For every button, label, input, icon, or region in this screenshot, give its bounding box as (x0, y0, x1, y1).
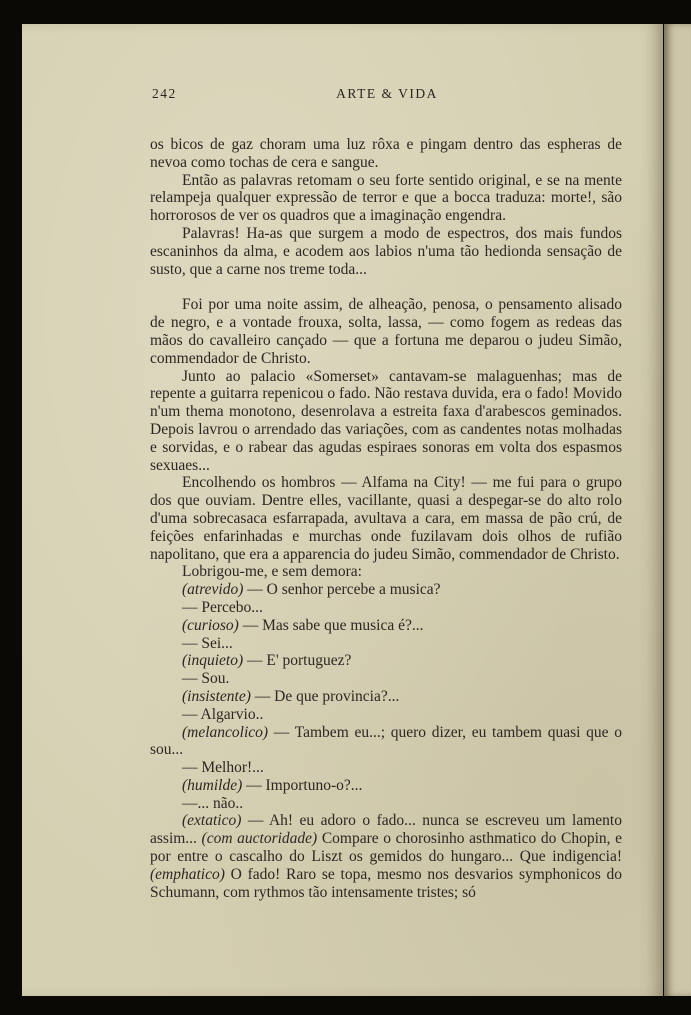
paragraph (150, 225, 622, 278)
text-run: — Importuno-o?... (242, 776, 363, 794)
running-title: ARTE & VIDA (336, 86, 438, 101)
paragraph (150, 172, 622, 225)
text-run: — E' portuguez? (243, 652, 352, 670)
text-run: Encolhendo os hombros — Alfama na City! — me fui para o grupo dos que ouviam. Dentre elles, vacillante, quasi a despegar-se do alto rolo d'uma sobrecasaca esfarrapada, avultava a cara, em massa de pão crú, de feições enfarinhadas e murchas onde fuzilavam dois olhos de rufião napolitano, que era a apparencia do judeu Simão, commendador de Christo. (150, 474, 622, 563)
text-run: — De que provincia?... (250, 687, 400, 705)
page-number: 242 (152, 86, 177, 101)
dialogue-line (150, 599, 622, 617)
dialogue-line (150, 795, 622, 813)
text-run: —... não.. (182, 794, 244, 812)
paragraph (150, 474, 622, 563)
dialogue-line (150, 706, 622, 724)
text-run: — Sei... (182, 634, 233, 652)
stage-direction: (inquieto) (182, 652, 244, 670)
dialogue-line (150, 812, 622, 901)
stage-direction: (atrevido) (182, 581, 244, 599)
stage-direction: (emphatico) (150, 865, 225, 883)
text-run: Então as palavras retomam o seu forte sentido original, e se na mente relampeja qualquer expressão de terror e que a bocca traduza: morte!, são horrorosos de ver os quadros que a imaginação engendra. (150, 171, 622, 225)
stage-direction: (extatico) (182, 812, 242, 830)
text-run: — Percebo... (182, 598, 263, 616)
dialogue-line (150, 581, 622, 599)
stage-direction: (com auctoridade) (201, 830, 318, 848)
dialogue-line (150, 652, 622, 670)
text-run: O fado! Raro se topa, mesmo nos desvarios symphonicos do Schumann, com rythmos tão intensamente tristes; só (150, 865, 622, 901)
text-run: — Tambem eu...; quero dizer, eu tambem quasi que o sou... (150, 723, 622, 759)
text-run: — Sou. (182, 670, 230, 688)
text-run: — O senhor percebe a musica? (243, 581, 441, 599)
body-text (150, 136, 622, 901)
dialogue-line (150, 688, 622, 706)
paragraph (150, 296, 622, 367)
text-run: os bicos de gaz choram uma luz rôxa e pingam dentro das espheras de nevoa como tochas de cera e sangue. (150, 136, 622, 171)
dialogue-line (150, 759, 622, 777)
running-header (152, 86, 622, 106)
text-run: Palavras! Ha-as que surgem a modo de espectros, dos mais fundos escaninhos da alma, e acodem aos labios n'uma tão hedionda sensação de susto, que a carne nos treme toda... (150, 224, 622, 278)
stage-direction: (insistente) (182, 687, 251, 705)
paragraph (150, 136, 622, 172)
dialogue-line (150, 617, 622, 635)
text-run: — Algarvio.. (182, 705, 264, 723)
text-run: Lobrigou-me, e sem demora: (182, 563, 362, 581)
dialogue-line (150, 670, 622, 688)
text-run: Compare o chorosinho asthmatico do Chopin, e por entre o cascalho do Liszt os gemidos do hungaro... Que indigencia! (150, 830, 622, 866)
text-run: Foi por uma noite assim, de alheação, penosa, o pensamento alisado de negro, e a vontade frouxa, solta, lassa, — como fogem as redeas das mãos do cavalleiro cançado — que a fortuna me deparou o judeu Simão, commendador de Christo. (150, 296, 622, 367)
text-run: — Ah! eu adoro o fado... nunca se escreveu um lamento assim... (150, 812, 622, 848)
text-run: — Mas sabe que musica é?... (238, 616, 424, 634)
text-run: Junto ao palacio «Somerset» cantavam-se malaguenhas; mas de repente a guitarra repenicou o fado. Não restava duvida, era o fado! Movido n'um thema monotono, desenrolava a estreita faxa d'arabescos geminados. Depois lavrou o arrendado das variações, com as candentes notas molhadas e sorvidas, e o rabear das agudas espiraes sonoras em volta dos espasmos sexuaes... (150, 367, 622, 474)
text-run: — Melhor!... (182, 759, 264, 777)
adjacent-page-edge (664, 24, 691, 996)
dialogue-line (150, 777, 622, 795)
stage-direction: (humilde) (182, 776, 243, 794)
stage-direction: (curioso) (182, 616, 239, 634)
dialogue-line (150, 635, 622, 653)
paragraph (150, 563, 622, 581)
paragraph (150, 368, 622, 475)
dialogue-line (150, 724, 622, 760)
stage-direction: (melancolico) (182, 723, 269, 741)
